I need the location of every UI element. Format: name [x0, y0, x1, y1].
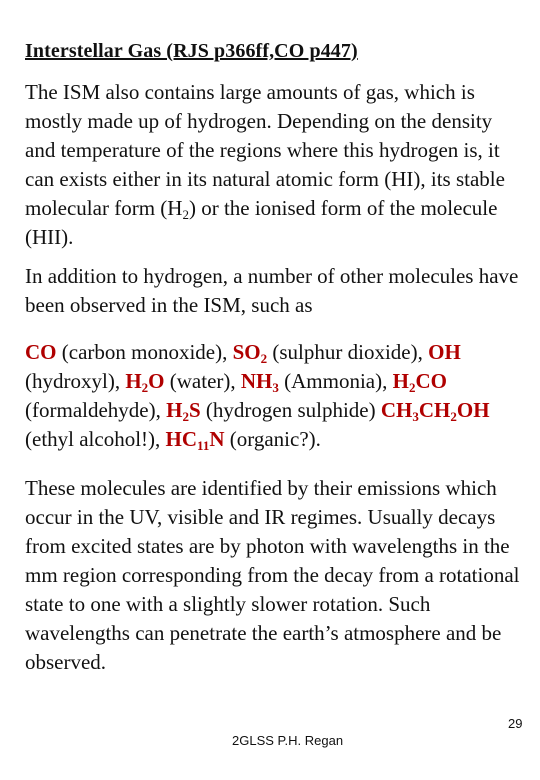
- molecule-hc11n: [166, 427, 225, 451]
- paragraph-molecule-list: [25, 338, 520, 454]
- molecule-part: CH: [418, 398, 451, 422]
- molecule-part: OH: [456, 398, 490, 422]
- subscript: 2: [260, 351, 268, 366]
- subscript: 2: [141, 380, 149, 395]
- slide-content: [25, 38, 520, 689]
- molecule-ethanol: [381, 398, 490, 422]
- molecule-desc: (hydrogen sulphide): [200, 398, 381, 422]
- subscript: 3: [412, 409, 419, 424]
- molecule-part: H: [166, 398, 183, 422]
- molecule-part: HC: [165, 427, 198, 451]
- molecule-part: O: [148, 369, 165, 393]
- molecule-desc: (ethyl alcohol!),: [25, 427, 166, 451]
- molecule-nh3: [241, 369, 279, 393]
- subscript: 2: [408, 380, 416, 395]
- paragraph-hydrogen-forms: [25, 78, 520, 252]
- molecule-co: CO: [25, 340, 57, 364]
- paragraph-text: ) or the ionised form of the molecule (HII).: [25, 196, 498, 249]
- molecule-h2co: [393, 369, 447, 393]
- page-number: 29: [508, 716, 523, 731]
- molecule-desc: (formaldehyde),: [25, 398, 167, 422]
- subscript: 11: [197, 438, 210, 453]
- molecule-desc: (hydroxyl),: [25, 369, 126, 393]
- molecule-part: CO: [415, 369, 447, 393]
- molecule-part: H: [125, 369, 142, 393]
- molecule-so2: [233, 340, 268, 364]
- paragraph-text: The ISM also contains large amounts of gas, which is mostly made up of hydrogen. Depending on the density and temperature of the regions where this hydrogen is, it can exists either in its natural atomic form (HI), its stable molecular form (H: [25, 80, 505, 220]
- molecule-h2o: [125, 369, 164, 393]
- molecule-desc: (Ammonia),: [278, 369, 393, 393]
- molecule-part: N: [209, 427, 225, 451]
- subscript: 2: [182, 207, 189, 222]
- molecule-oh: OH: [428, 340, 461, 364]
- subscript: 2: [450, 409, 457, 424]
- molecule-part: NH: [240, 369, 273, 393]
- molecule-part: H: [392, 369, 409, 393]
- subscript: 3: [272, 380, 279, 395]
- slide-title: Interstellar Gas (RJS p366ff,CO p447): [25, 40, 358, 62]
- molecule-part: CH: [380, 398, 413, 422]
- molecule-desc: (water),: [164, 369, 241, 393]
- paragraph-emissions: These molecules are identified by their emissions which occur in the UV, visible and IR regimes. Usually decays from excited states are by photon with wavelengths in the mm region corresponding from the decay from a rotational state to one with a slightly slower rotation. Such wavelengths can penetrate the earth’s atmosphere and be observed.: [25, 476, 520, 674]
- footer-author: 2GLSS P.H. Regan: [232, 733, 344, 748]
- molecule-part: SO: [232, 340, 261, 364]
- molecule-desc: (organic?).: [224, 427, 321, 451]
- molecule-desc: (sulphur dioxide),: [267, 340, 429, 364]
- paragraph-other-molecules: In addition to hydrogen, a number of other molecules have been observed in the ISM, such as: [25, 264, 519, 317]
- subscript: 2: [182, 409, 189, 424]
- molecule-h2s: [166, 398, 201, 422]
- molecule-part: S: [188, 398, 201, 422]
- molecule-desc: (carbon monoxide),: [56, 340, 233, 364]
